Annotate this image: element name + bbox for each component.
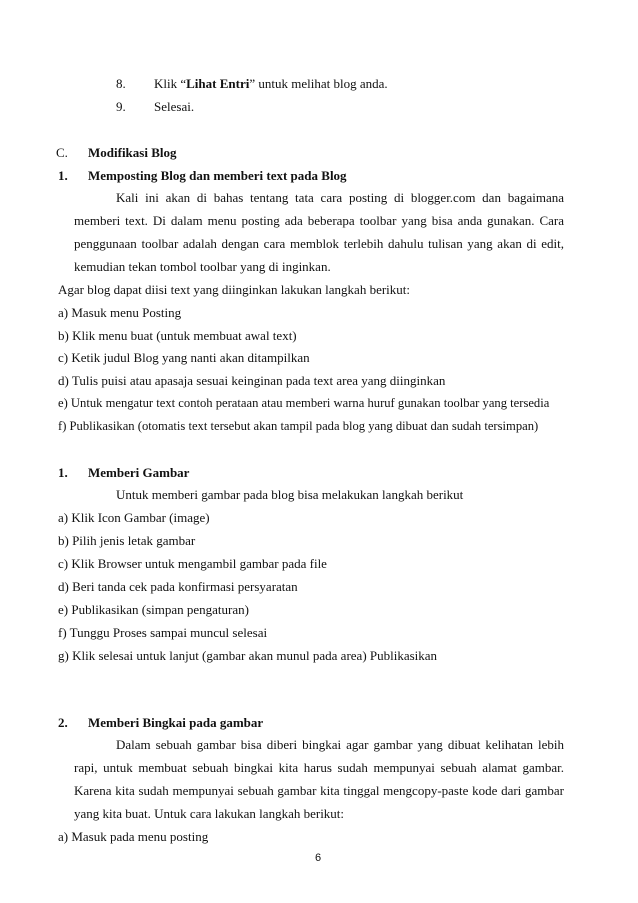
sub1-title: Memposting Blog dan memberi text pada Blog — [88, 168, 347, 183]
step-8-bold: Lihat Entri — [186, 76, 250, 91]
step-9-number: 9. — [116, 99, 126, 114]
sub1-item-b: b) Klik menu buat (untuk membuat awal text) — [58, 328, 297, 343]
sub1-para-line-4: kemudian tekan tombol toolbar yang di inginkan. — [74, 259, 331, 274]
sub2-item-c: c) Klik Browser untuk mengambil gambar pada file — [58, 556, 327, 571]
sub1-intro: Agar blog dapat diisi text yang diinginkan lakukan langkah berikut: — [58, 282, 411, 297]
sub1-para-line-2: memberi text. Di dalam menu posting ada beberapa toolbar yang bisa anda gunakan. Cara — [74, 213, 564, 228]
sub2-item-f: f) Tunggu Proses sampai muncul selesai — [58, 625, 268, 640]
section-c-title: Modifikasi Blog — [88, 145, 177, 160]
sub2-title: Memberi Gambar — [88, 465, 190, 480]
sub3-para-line-3: Karena kita sudah mempunyai sebuah gambar kita tinggal mengcopy-paste kode dari gambar — [74, 783, 564, 798]
step-8-number: 8. — [116, 76, 126, 91]
sub2-item-e: e) Publikasikan (simpan pengaturan) — [58, 602, 249, 617]
sub1-item-f: f) Publikasikan (otomatis text tersebut akan tampil pada blog yang dibuat dan sudah tersimpan) — [58, 419, 539, 433]
sub1-para-line-3: penggunaan toolbar adalah dengan cara memblok terlebih dahulu tulisan yang akan di edit, — [74, 236, 564, 251]
sub3-number: 2. — [58, 715, 68, 730]
sub2-intro: Untuk memberi gambar pada blog bisa melakukan langkah berikut — [116, 487, 464, 502]
sub3-para-line-1: Dalam sebuah gambar bisa diberi bingkai agar gambar yang dibuat kelihatan lebih — [116, 737, 564, 752]
sub3-para-line-2: rapi, untuk membuat sebuah bingkai kita harus sudah mempunyai sebuah alamat gambar. — [74, 760, 564, 775]
sub1-para-line-1: Kali ini akan di bahas tentang tata cara posting di blogger.com dan bagaimana — [116, 190, 564, 205]
sub1-number: 1. — [58, 168, 68, 183]
page-number: 6 — [315, 852, 322, 864]
step-8-pre: Klik “ — [154, 76, 187, 91]
sub3-title: Memberi Bingkai pada gambar — [88, 715, 264, 730]
section-c-letter: C. — [56, 145, 68, 160]
sub1-item-e: e) Untuk mengatur text contoh perataan atau memberi warna huruf gunakan toolbar yang tersedia — [58, 396, 550, 410]
sub1-item-c: c) Ketik judul Blog yang nanti akan ditampilkan — [58, 350, 310, 365]
sub2-number: 1. — [58, 465, 68, 480]
step-8-text — [154, 76, 388, 92]
sub1-item-d: d) Tulis puisi atau apasaja sesuai keinginan pada text area yang diinginkan — [58, 373, 446, 388]
sub2-item-d: d) Beri tanda cek pada konfirmasi persyaratan — [58, 579, 298, 594]
sub2-item-g: g) Klik selesai untuk lanjut (gambar akan munul pada area) Publikasikan — [58, 648, 438, 663]
sub3-item-a: a) Masuk pada menu posting — [58, 829, 209, 844]
step-8-post: ” untuk melihat blog anda. — [249, 76, 388, 91]
step-9-text: Selesai. — [154, 99, 195, 114]
sub2-item-a: a) Klik Icon Gambar (image) — [58, 510, 210, 525]
sub2-item-b: b) Pilih jenis letak gambar — [58, 533, 196, 548]
sub3-para-line-4: yang kita buat. Untuk cara lakukan langkah berikut: — [74, 806, 345, 821]
sub1-item-a: a) Masuk menu Posting — [58, 305, 182, 320]
